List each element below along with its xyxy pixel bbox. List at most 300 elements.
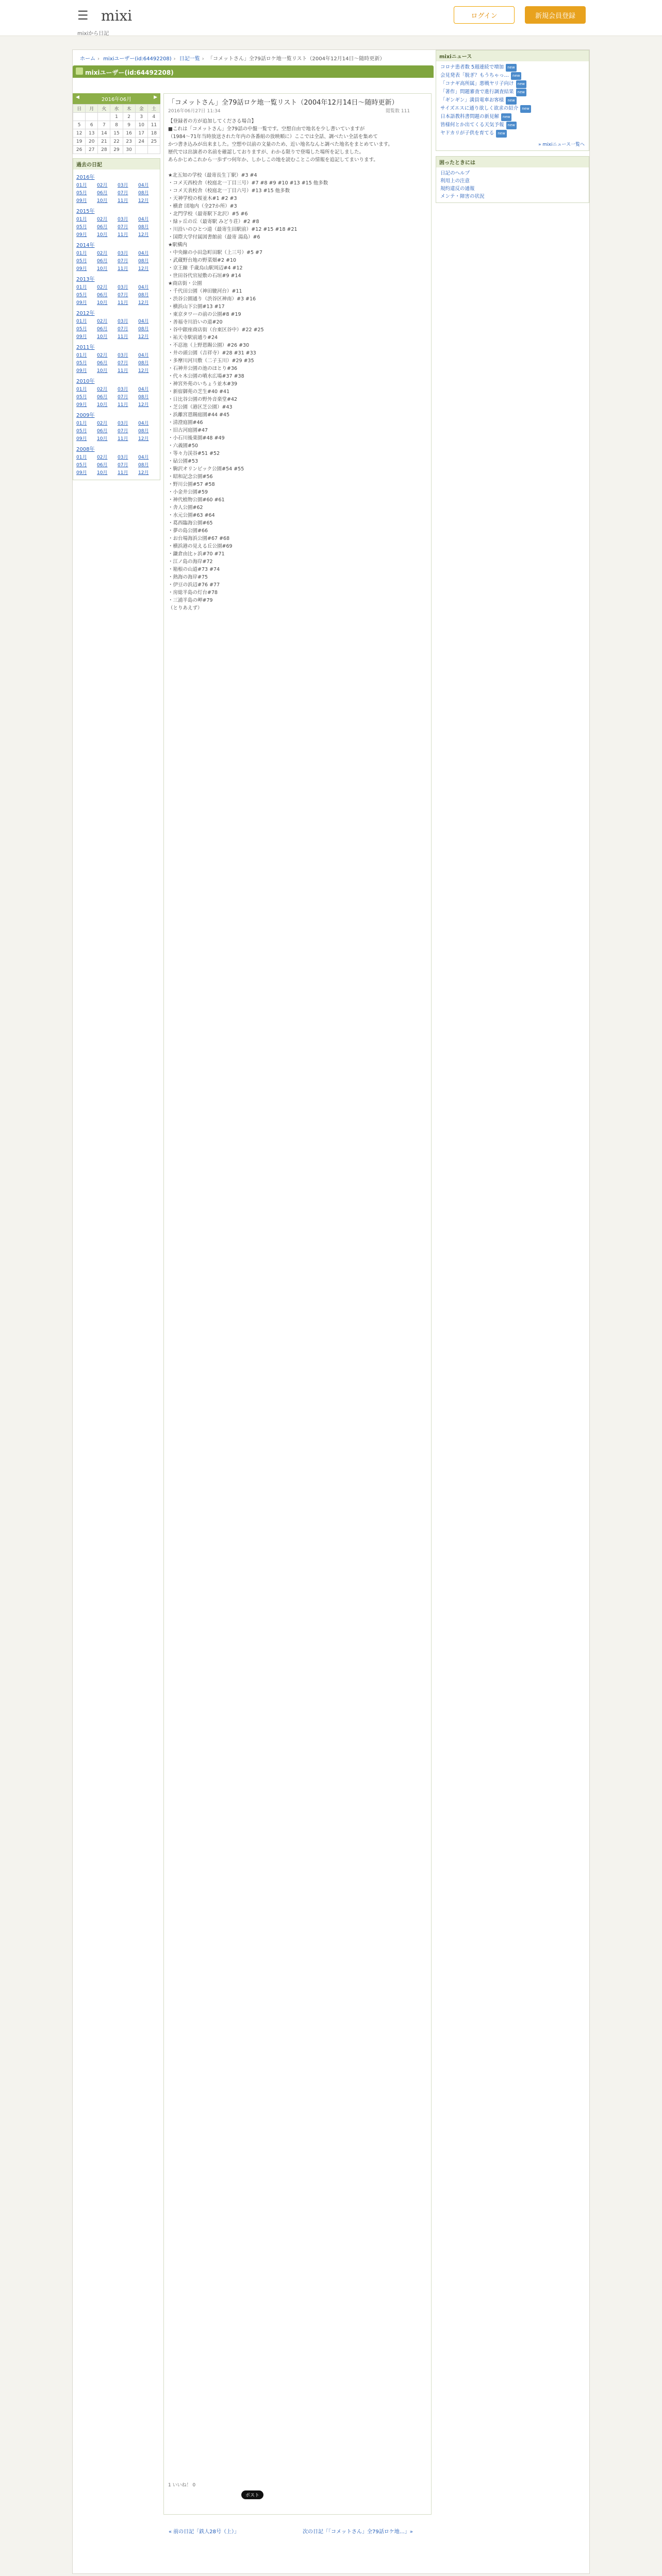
archive-year-link[interactable]: 2011年 [76,345,95,350]
archive-month-link[interactable]: 01月 [76,285,87,290]
news-badge: new [496,130,506,138]
archive-month-link[interactable]: 08月 [138,361,149,366]
entry-line: ・舎人公園#62 [168,505,203,511]
calendar-day[interactable]: 21 [98,138,110,146]
archive-month-link[interactable]: 01月 [76,183,87,188]
calendar-day[interactable]: 24 [135,138,147,146]
archive-month-link[interactable]: 10月 [97,470,108,476]
entry-views: 閲覧数 111 [386,109,410,114]
menu-icon[interactable]: ☰ [77,8,89,23]
entry-line: ・江ノ島の海岸#72 [168,559,213,565]
archive-month-link[interactable]: 04月 [138,251,149,256]
calendar-day[interactable]: 2 [123,113,135,121]
calendar-day[interactable]: 3 [135,113,147,121]
archive-month-link[interactable]: 04月 [138,319,149,324]
news-link[interactable]: 「著作」問題審査で進行調査結果 [440,89,514,95]
calendar-day[interactable]: 15 [110,129,123,138]
archive-month-link[interactable]: 08月 [138,429,149,434]
entry-line: ・世田谷代官屋敷の石垣#9 #14 [168,273,241,279]
archive-month-link[interactable]: 10月 [97,232,108,238]
entry-line: ・芝公園（港区芝公園）#43 [168,404,233,410]
entry-line: ・京王線 千歳烏山駅周辺#4 #12 [168,265,243,271]
archive-month-link[interactable]: 11月 [118,300,128,306]
right-column [436,50,589,208]
entry-line: ・多摩川河川敷（二子玉川）#29 #35 [168,358,254,364]
entry-line: ・井の頭公園（吉祥寺）#28 #31 #33 [168,350,256,356]
archive-month-link[interactable]: 10月 [97,402,108,408]
archive-month-link[interactable]: 02月 [97,455,108,460]
archive-month-link[interactable]: 12月 [138,470,149,476]
calendar-day[interactable]: 30 [123,146,135,154]
archive-month-link[interactable]: 09月 [76,198,87,204]
archive-month-link[interactable]: 03月 [118,455,128,460]
archive-month-link[interactable]: 05月 [76,361,87,366]
entry-line: ・北門学校（最寄駅下北沢）#5 #6 [168,211,248,217]
news-title: mixiニュース [436,50,589,61]
archive-month-link[interactable]: 05月 [76,293,87,298]
calendar-day[interactable]: 23 [123,138,135,146]
archive-month-link[interactable]: 04月 [138,421,149,426]
calendar-day[interactable]: 9 [123,121,135,129]
entry-line: ・コメ天表校舎（校庭北一丁目六号）#13 #15 他多数 [168,188,290,194]
archive-month-link[interactable]: 08月 [138,395,149,400]
entry-line: ・駒沢オリンピック公園#54 #55 [168,466,244,472]
calendar-day[interactable]: 7 [98,121,110,129]
archive-month-link[interactable]: 06月 [97,361,108,366]
news-item [440,113,585,121]
archive-year-link[interactable]: 2016年 [76,175,95,180]
news-link[interactable]: 「コナギ高所属」悪戦ヤリ子向け [440,81,514,87]
archive-months [76,283,157,306]
weekday: 日 [73,105,86,113]
calendar-day[interactable]: 5 [73,121,86,129]
news-badge: new [516,89,526,96]
entry-line: ・清澄庭園#46 [168,420,203,426]
news-badge: new [511,72,521,80]
archive-month-link[interactable]: 08月 [138,259,149,264]
calendar-day[interactable]: 12 [73,129,86,138]
archive-month-link[interactable]: 12月 [138,198,149,204]
entry-line: ・浜離宮恩賜庭園#44 #45 [168,412,230,418]
news-item [440,105,585,113]
archive-month-link[interactable]: 04月 [138,455,149,460]
entry-line: ★商店街・公園 [168,281,202,286]
breadcrumb-current: 「コメットさん」全79話ロケ地一覧リスト（2004年12月14日〜随時更新） [207,56,385,62]
help-box [436,156,589,203]
breadcrumb: ホーム › mixiユーザー(id:64492208) › 日記一覧 › 「コメットさん」全79話ロケ地一覧リスト（2004年12月14日〜随時更新） [80,56,385,62]
news-link[interactable]: 日本語教科書問題の新見解 [440,114,500,120]
archive-month-link[interactable]: 05月 [76,225,87,230]
diary-entry [163,93,432,2515]
login-button[interactable]: ログイン [454,6,515,24]
entry-line: ・日比谷公園の野外音楽堂#42 [168,397,238,402]
entry-line: ・お台場海浜公園#67 #68 [168,536,230,541]
archive-months [76,317,157,340]
news-box [436,50,589,151]
prev-entry-link[interactable]: « 前の日記「鉄人28号（上）」 [169,2529,240,2535]
next-entry-link[interactable]: 次の日記「「コメットさん」全79話ロケ地…」» [303,2529,413,2535]
archive-month-link[interactable]: 11月 [118,470,128,476]
share-area [241,2490,263,2499]
weekday: 木 [123,105,135,113]
weekday: 土 [147,105,160,113]
entry-line: ・水元公園#63 #64 [168,513,215,518]
user-bar [73,65,434,78]
archive-month-link[interactable]: 02月 [97,421,108,426]
archive-month-link[interactable]: 09月 [76,402,87,408]
entry-line: ・葛西臨海公園#65 [168,520,213,526]
entry-line: ・熱海の海岸#75 [168,574,208,580]
archive-month-link[interactable]: 02月 [97,251,108,256]
entry-line: ・小石川後楽園#48 #49 [168,435,225,441]
entry-line: ・六義園#50 [168,443,198,449]
archive-month-link[interactable]: 09月 [76,266,87,272]
calendar-day [86,113,98,121]
entry-line: ・武蔵野台地の野菜畑#2 #10 [168,258,237,263]
archive-month-link[interactable]: 09月 [76,470,87,476]
calendar [73,104,160,154]
archive-month-link[interactable]: 04月 [138,217,149,222]
news-item [440,63,585,72]
archive-month-link[interactable]: 11月 [118,334,128,340]
news-link[interactable]: コロナ患者数 5週連続で増加 [440,64,504,70]
entry-line: ・鎌倉由比ヶ浜#70 #71 [168,551,225,557]
archive-month-link[interactable]: 09月 [76,300,87,306]
calendar-day[interactable]: 1 [110,113,123,121]
archive-month-link[interactable]: 08月 [138,327,149,332]
news-badge: new [516,80,526,88]
weekday: 火 [98,105,110,113]
header-subtext: mixiから日記 [77,31,109,37]
archive-month-link[interactable]: 01月 [76,251,87,256]
archive-month-link[interactable]: 12月 [138,402,149,408]
entry-line: ・夢の島公園#66 [168,528,208,534]
help-link[interactable]: 規約違反の通報 [440,186,475,192]
entry-line: ・房総半島の灯台#78 [168,590,218,596]
archive-month-link[interactable]: 09月 [76,232,87,238]
archive-month-link[interactable]: 07月 [118,259,128,264]
news-badge: new [520,105,531,113]
archive-month-link[interactable]: 04月 [138,285,149,290]
archive-month-link[interactable]: 08月 [138,191,149,196]
archive-month-link[interactable]: 01月 [76,217,87,222]
news-link[interactable]: ヤドカリが子供を育てる [440,130,494,136]
help-link[interactable]: メンテ・障害の状況 [440,194,485,199]
calendar-day [135,146,147,154]
archive-month-link[interactable]: 01月 [76,387,87,392]
news-badge: new [506,122,517,129]
archive-month-link[interactable]: 09月 [76,436,87,442]
weekday: 水 [110,105,123,113]
entry-line: ・国際大学付属図書館前（最寄 湯島）#6 [168,234,260,240]
entry-line: ・祐天寺駅前通り#24 [168,335,218,341]
entry-line: ・神宮外苑のいちょう並木#39 [168,381,238,387]
archive-month-link[interactable]: 04月 [138,183,149,188]
entry-line: ・中央線の小田急町田駅（上三号）#5 #7 [168,250,263,256]
archive-months [76,419,157,442]
entry-line: 【登録者の方が追加してくださる場合】 [168,118,257,124]
calendar-day[interactable]: 26 [73,146,86,154]
news-badge: new [506,97,516,105]
archive-month-link[interactable]: 11月 [118,436,128,442]
archive-months [76,351,157,374]
calendar-day[interactable]: 11 [147,121,160,129]
mixi-logo[interactable]: mixi [101,7,133,24]
archive-month-link[interactable]: 06月 [97,327,108,332]
entry-body [168,117,426,612]
news-more-link[interactable]: » mixiニュース一覧へ [538,142,585,147]
calendar-day[interactable]: 25 [147,138,160,146]
archive-month-link[interactable]: 10月 [97,300,108,306]
archive-month-link[interactable]: 06月 [97,259,108,264]
entry-line: ・コメ天西校舎（校庭北一丁目三号）#7 #8 #9 #10 #13 #15 他多数 [168,180,328,186]
archive-month-link[interactable]: 01月 [76,319,87,324]
breadcrumb-user[interactable]: mixiユーザー(id:64492208) [103,56,172,62]
entry-line: ・小金井公園#59 [168,489,208,495]
news-item [440,121,585,129]
user-icon [76,67,83,75]
archive-months [76,385,157,408]
weekday: 金 [135,105,147,113]
entry-line: ・横倉 団地内（全27か所）#3 [168,204,237,209]
archive-month-link[interactable]: 05月 [76,191,87,196]
archive-month-link[interactable]: 01月 [76,421,87,426]
entry-line: ・横浜山下公園#13 #17 [168,304,225,310]
archive-month-link[interactable]: 10月 [97,266,108,272]
archive-month-link[interactable]: 02月 [97,387,108,392]
archive-month-link[interactable]: 02月 [97,319,108,324]
archive-month-link[interactable]: 07月 [118,395,128,400]
archive-month-link[interactable]: 06月 [97,463,108,468]
entry-line: ・横浜港の見える丘公園#69 [168,544,233,549]
archive-month-link[interactable]: 07月 [118,293,128,298]
main-wrapper [72,49,590,2574]
calendar-day [98,113,110,121]
archive-months [76,249,157,272]
entry-line: ・新宿御苑の芝生#40 #41 [168,389,230,395]
entry-line: ★北五知の学校（最寄長生丁駅）#3 #4 [168,173,257,178]
help-link[interactable]: 日記のヘルプ [440,171,470,176]
calendar-day[interactable]: 10 [135,121,147,129]
archive-month-link[interactable]: 03月 [118,183,128,188]
news-link[interactable]: 会見発表「脱ぎ？もうちゃっ… [440,73,509,78]
archive-month-link[interactable]: 05月 [76,463,87,468]
entry-line: （1984〜71年当時放送された年内の各番組の放映順に）ここでは全話、調べたい全話を集めて [168,134,378,140]
entry-line: ・川沿いのひとつ道（最寄生田駅前）#12 #15 #18 #21 [168,227,297,232]
archive-month-link[interactable]: 05月 [76,395,87,400]
archive-month-link[interactable]: 07月 [118,225,128,230]
archive-month-link[interactable]: 03月 [118,421,128,426]
archive-month-link[interactable]: 06月 [97,429,108,434]
news-item [440,88,585,96]
archive-month-link[interactable]: 02月 [97,285,108,290]
calendar-day[interactable]: 4 [147,113,160,121]
archive-month-link[interactable]: 03月 [118,353,128,358]
entry-line: ・旧古河庭園#47 [168,428,208,433]
news-item [440,72,585,80]
archive-month-link[interactable]: 06月 [97,225,108,230]
help-title: 困ったときには [436,157,589,167]
entry-line: ・昭和記念公園#56 [168,474,213,480]
archive-month-link[interactable]: 02月 [97,217,108,222]
archive-month-link[interactable]: 07月 [118,429,128,434]
entry-line: ・善福寺川沿いの道#20 [168,319,223,325]
archive-month-link[interactable]: 09月 [76,368,87,374]
breadcrumb-home[interactable]: ホーム [80,56,95,62]
calendar-day[interactable]: 17 [135,129,147,138]
archive-month-link[interactable]: 05月 [76,259,87,264]
entry-line: ・代々木公園の噴水広場#37 #38 [168,374,244,379]
archive-month-link[interactable]: 10月 [97,198,108,204]
archive-month-link[interactable]: 10月 [97,334,108,340]
calendar-day[interactable]: 14 [98,129,110,138]
archive-month-link[interactable]: 12月 [138,232,149,238]
archive-month-link[interactable]: 11月 [118,402,128,408]
archive-month-link[interactable]: 03月 [118,251,128,256]
entry-line: ・三浦半島の岬#79 [168,598,213,603]
archive-month-link[interactable]: 06月 [97,191,108,196]
calendar-day[interactable]: 29 [110,146,123,154]
archive-month-link[interactable]: 07月 [118,463,128,468]
archive-month-link[interactable]: 12月 [138,266,149,272]
calendar-day[interactable]: 6 [86,121,98,129]
archive-month-link[interactable]: 08月 [138,225,149,230]
entry-line: ・不忍池（上野恩賜公園）#26 #30 [168,343,250,348]
entry-line: ・砧公園#53 [168,459,198,464]
archive-month-link[interactable]: 04月 [138,387,149,392]
breadcrumb-diary-list[interactable]: 日記一覧 [179,56,200,62]
archive-month-link[interactable]: 10月 [97,368,108,374]
archive-month-link[interactable]: 04月 [138,353,149,358]
archive-box [73,158,160,480]
archive-month-link[interactable]: 12月 [138,300,149,306]
archive-months [76,215,157,238]
entry-line: かつ書き込みが出来ました。空想や以前の文量のため、近い地名なんと調べた地名をまとめています。 [168,142,393,147]
entry-line: ・箱根の山道#73 #74 [168,567,220,572]
news-badge: new [506,64,516,72]
news-link[interactable]: 皆様何とか出てくる天気予報 [440,122,504,128]
archive-month-link[interactable]: 07月 [118,361,128,366]
archive-months [76,453,157,476]
archive-month-link[interactable]: 09月 [76,334,87,340]
archive-month-link[interactable]: 06月 [97,395,108,400]
archive-year-link[interactable]: 2009年 [76,413,95,418]
calendar-day[interactable]: 13 [86,129,98,138]
archive-month-link[interactable]: 03月 [118,319,128,324]
entry-title: 「コメットさん」全79話ロケ地一覧リスト（2004年12月14日〜随時更新） [168,99,399,107]
archive-month-link[interactable]: 03月 [118,387,128,392]
weekday: 月 [86,105,98,113]
archive-month-link[interactable]: 07月 [118,327,128,332]
archive-year-link[interactable]: 2015年 [76,209,95,214]
calendar-header [73,93,160,104]
left-column [73,93,160,480]
calendar-day[interactable]: 28 [98,146,110,154]
entry-date: 2016年06月27日 11:34 [168,109,221,114]
archive-month-link[interactable]: 02月 [97,183,108,188]
archive-year-link[interactable]: 2014年 [76,243,95,248]
entry-line [168,164,426,172]
calendar-day[interactable]: 22 [110,138,123,146]
entry-line: ・谷中銀座商店街（台東区谷中）#22 #25 [168,327,264,333]
archive-month-link[interactable]: 11月 [118,198,128,204]
entry-line: ・伊豆の浜辺#76 #77 [168,582,220,588]
user-label: mixiユーザー(id:64492208) [85,69,174,76]
archive-month-link[interactable]: 12月 [138,334,149,340]
entry-line: ・渋谷公園通り（渋谷区神南）#3 #16 [168,296,256,302]
archive-month-link[interactable]: 12月 [138,436,149,442]
entry-line: ■これは「コメットさん」全79話の中盤一覧です。空想自由で地名を少し書いていますが [168,126,365,132]
calendar-title: 2016年06月 [101,97,132,103]
prev-month-icon[interactable]: ◀ [76,95,79,100]
news-item [440,129,585,138]
archive-month-link[interactable]: 08月 [138,463,149,468]
top-bar [0,0,662,36]
news-item [440,80,585,88]
entry-line: ・野川公園#57 #58 [168,482,215,487]
news-link[interactable]: サイズエスに通り欲しく欲求の紹介 [440,106,519,111]
calendar-day[interactable]: 19 [73,138,86,146]
archive-year-link[interactable]: 2010年 [76,379,95,384]
entry-line: ・天神学校の桜並木#1 #2 #3 [168,196,237,201]
news-badge: new [501,113,511,121]
archive-month-link[interactable]: 11月 [118,232,128,238]
entry-line: ・東京タワーの前の公園#8 #19 [168,312,241,317]
archive-months [76,181,157,204]
archive-month-link[interactable]: 03月 [118,285,128,290]
entry-line: ・緑ヶ丘の丘（最寄駅 みどり荘）#2 #8 [168,219,259,225]
archive-year-link[interactable]: 2008年 [76,447,95,452]
entry-line: あらかじめこれから一歩ずつ何年か、しかしこの地を読むことこの情報を追記してまいります。 [168,157,378,163]
calendar-day[interactable]: 27 [86,146,98,154]
entry-line: ・千代田公園（神田駿河台）#11 [168,289,242,294]
news-link[interactable]: 「ギンギン」満員電車お客様 [440,97,504,103]
archive-month-link[interactable]: 07月 [118,191,128,196]
next-month-icon[interactable]: ▶ [154,95,157,100]
calendar-day[interactable]: 8 [110,121,123,129]
x-post-button[interactable]: ポスト [241,2490,263,2499]
entry-line: ・神代植物公園#60 #61 [168,497,225,503]
calendar-day[interactable]: 16 [123,129,135,138]
archive-month-link[interactable]: 08月 [138,293,149,298]
calendar-day[interactable]: 20 [86,138,98,146]
archive-month-link[interactable]: 11月 [118,266,128,272]
archive-month-link[interactable]: 05月 [76,327,87,332]
archive-year-link[interactable]: 2012年 [76,311,95,316]
archive-title: 過去の日記 [73,159,160,170]
entry-line: ★駅構内 [168,242,188,248]
archive-month-link[interactable]: 01月 [76,455,87,460]
archive-month-link[interactable]: 05月 [76,429,87,434]
help-link[interactable]: 利用上の注意 [440,178,470,184]
calendar-day[interactable]: 18 [147,129,160,138]
calendar-day [147,146,160,154]
archive-month-link[interactable]: 12月 [138,368,149,374]
entry-line: （とりあえず） [168,605,203,611]
archive-month-link[interactable]: 01月 [76,353,87,358]
archive-month-link[interactable]: 06月 [97,293,108,298]
archive-month-link[interactable]: 10月 [97,436,108,442]
archive-month-link[interactable]: 11月 [118,368,128,374]
news-item [440,96,585,105]
archive-month-link[interactable]: 02月 [97,353,108,358]
entry-line: 歴代では出演者の名前を確認しておりますが、わかる限りで登場した場所を記しました。 [168,149,365,155]
archive-year-link[interactable]: 2013年 [76,277,95,282]
calendar-day [73,113,86,121]
archive-month-link[interactable]: 03月 [118,217,128,222]
register-button[interactable]: 新規会員登録 [525,6,586,24]
entry-reactions[interactable]: 1 いいね！ 0 [168,2483,196,2488]
